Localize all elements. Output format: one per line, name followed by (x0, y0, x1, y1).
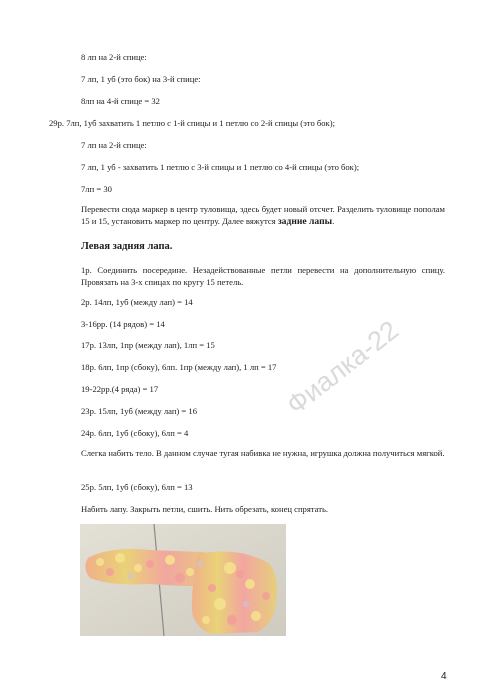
row-line: 19-22рр.(4 ряда) = 17 (81, 384, 159, 394)
row-line: 18р. 6лп, 1пр (сбоку), 6лп. 1пр (между лап), 1 лп = 17 (81, 362, 277, 372)
text-line: 7 лп на 2-й спице: (81, 140, 147, 150)
row-line: 23р. 15лп, 1уб (между лап) = 16 (81, 406, 198, 416)
marker-paragraph (81, 203, 445, 228)
section-heading: Левая задняя лапа. (81, 241, 173, 252)
knitted-leg-image (80, 524, 286, 636)
page-number: 4 (441, 671, 447, 682)
final-line: Набить лапу. Закрыть петли, сшить. Нить обрезать, конец спрятать. (81, 504, 329, 514)
watermark: Фиалка-22 (280, 314, 405, 421)
marker-paragraph-end: . (332, 216, 335, 226)
marker-paragraph-text: Перевести сюда маркер в центр туловища, здесь будет новый отсчет. Разделить туловище пополам 15 и 15, установить маркер по центру. Далее вяжутся (81, 204, 445, 226)
text-line: 7 лп, 1 уб (это бок) на 3-й спице: (81, 74, 201, 84)
knitted-leg-photo (80, 524, 286, 636)
row-line: 2р. 14лп, 1уб (между лап) = 14 (81, 297, 193, 307)
row-line: 24р. 6лп, 1уб (сбоку), 6лп = 4 (81, 428, 189, 438)
text-line: 8лп на 4-й спице = 32 (81, 96, 160, 106)
stuff-paragraph: Слегка набить тело. В данном случае тугая набивка не нужна, игрушка должна получиться мягкой. (81, 448, 445, 458)
marker-paragraph-bold: задние лапы (277, 216, 333, 227)
text-line: 8 лп на 2-й спице: (81, 52, 147, 62)
row-line: 3-16рр. (14 рядов) = 14 (81, 319, 165, 329)
row-line: 25р. 5лп, 1уб (сбоку), 6лп = 13 (81, 482, 193, 492)
text-line: 29р. 7лп, 1уб захватить 1 петлю с 1-й спицы и 1 петлю со 2-й спицы (это бок); (49, 118, 335, 128)
row-line: 17р. 13лп, 1пр (между лап), 1лп = 15 (81, 340, 215, 350)
connect-paragraph: 1р. Соединить посередине. Незадействованные петли перевести на дополнительную спицу. Провязать на 3-х спицах по кругу 15 петель. (81, 265, 445, 287)
text-line: 7 лп, 1 уб - захватить 1 петлю с 3-й спицы и 1 петлю со 4-й спицы (это бок); (81, 162, 360, 172)
text-line: 7лп = 30 (81, 184, 112, 194)
